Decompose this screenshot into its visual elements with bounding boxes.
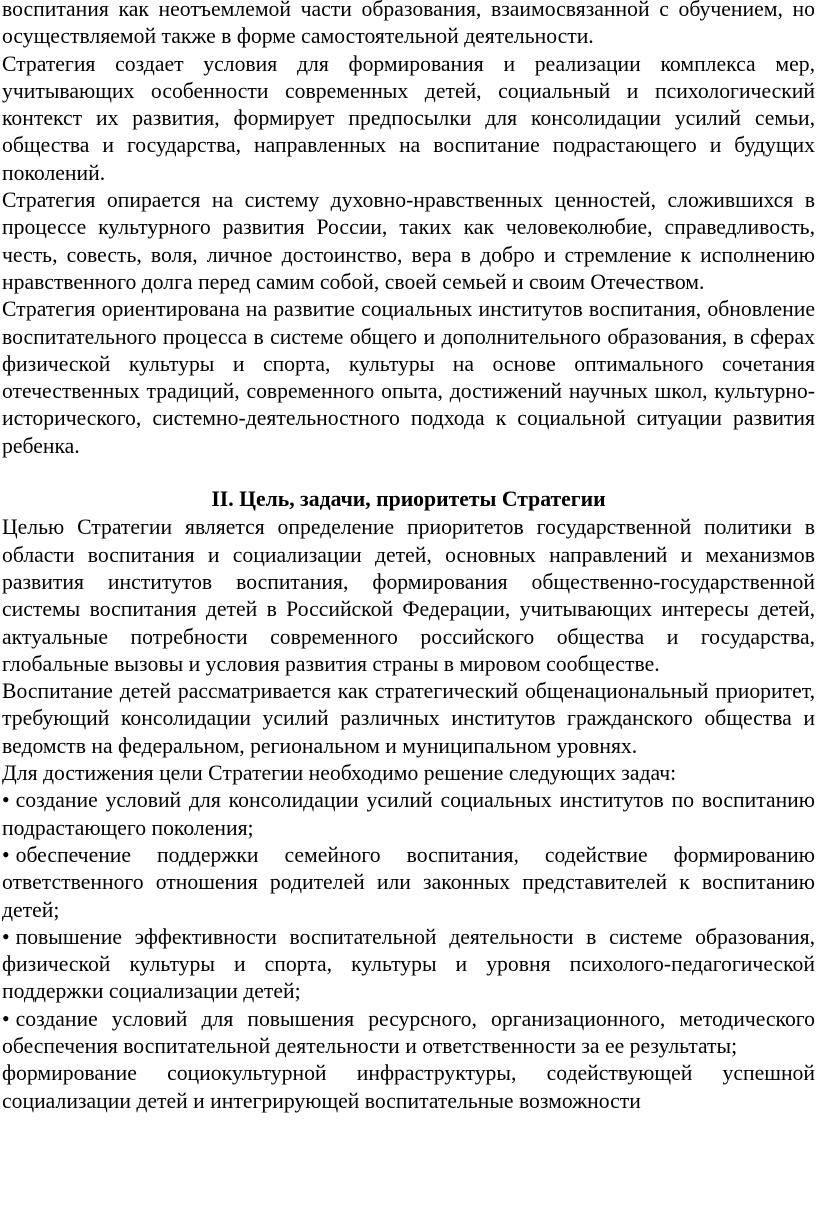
task-text: создание условий для повышения ресурсного, организационного, методического обеспечения воспитательной деятельности и ответственности за ее результаты;: [2, 1006, 815, 1058]
bullet-icon: •: [2, 842, 10, 867]
paragraph-intro-1: воспитания как неотъемлемой части образования, взаимосвязанной с обучением, но осуществляемой также в форме самостоятельной деятельности.: [2, 0, 815, 49]
task-text: обеспечение поддержки семейного воспитания, содействие формированию ответственного отношения родителей или законных представителей к воспитанию детей;: [2, 842, 815, 922]
bullet-icon: •: [2, 924, 10, 949]
paragraph-tasks-intro: Для достижения цели Стратегии необходимо решение следующих задач:: [2, 761, 677, 786]
task-item: [2, 842, 815, 924]
paragraph-goal: Целью Стратегии является определение приоритетов государственной политики в области воспитания и социализации детей, основных направлений и механизмов развития институтов воспитания, формирования общественно-государственной системы воспитания детей в Российской Федерации, учитывающих интересы детей, актуальные потребности современного российского общества и государства, глобальные вызовы и условия развития страны в мировом сообществе.: [2, 515, 815, 676]
task-text: создание условий для консолидации усилий социальных институтов по воспитанию подрастающего поколения;: [2, 788, 815, 840]
document-page: [2, 0, 815, 1115]
paragraph-closing: формирование социокультурной инфраструктуры, содействующей успешной социализации детей и интегрирующей воспитательные возможности: [2, 1061, 815, 1113]
bullet-icon: •: [2, 1006, 10, 1031]
task-item: [2, 924, 815, 1006]
task-list: [2, 787, 815, 1060]
paragraph-priority: Воспитание детей рассматривается как стратегический общенациональный приоритет, требующий консолидации усилий различных институтов гражданского общества и ведомств на федеральном, региональном и муниципальном уровнях.: [2, 679, 815, 758]
paragraph-intro-2: Стратегия создает условия для формирования и реализации комплекса мер, учитывающих особенности современных детей, социальный и психологический контекст их развития, формирует предпосылки для консолидации усилий семьи, общества и государства, направленных на воспитание подрастающего и будущих поколений.: [2, 51, 815, 185]
paragraph-intro-3: Стратегия опирается на систему духовно-нравственных ценностей, сложившихся в процессе культурного развития России, таких как человеколюбие, справедливость, честь, совесть, воля, личное достоинство, вера в добро и стремление к исполнению нравственного долга перед самим собой, своей семьей и своим Отечеством.: [2, 188, 815, 294]
task-item: [2, 787, 815, 842]
section-heading: II. Цель, задачи, приоритеты Стратегии: [211, 487, 606, 512]
paragraph-intro-4: Стратегия ориентирована на развитие социальных институтов воспитания, обновление воспитательного процесса в системе общего и дополнительного образования, в сферах физической культуры и спорта, культуры на основе оптимального сочетания отечественных традиций, современного опыта, достижений научных школ, культурно-исторического, системно-деятельностного подхода к социальной ситуации развития ребенка.: [2, 297, 815, 458]
task-item: [2, 1006, 815, 1061]
bullet-icon: •: [2, 788, 10, 813]
task-text: повышение эффективности воспитательной деятельности в системе образования, физической культуры и спорта, культуры и уровня психолого-педагогической поддержки социализации детей;: [2, 924, 815, 1004]
